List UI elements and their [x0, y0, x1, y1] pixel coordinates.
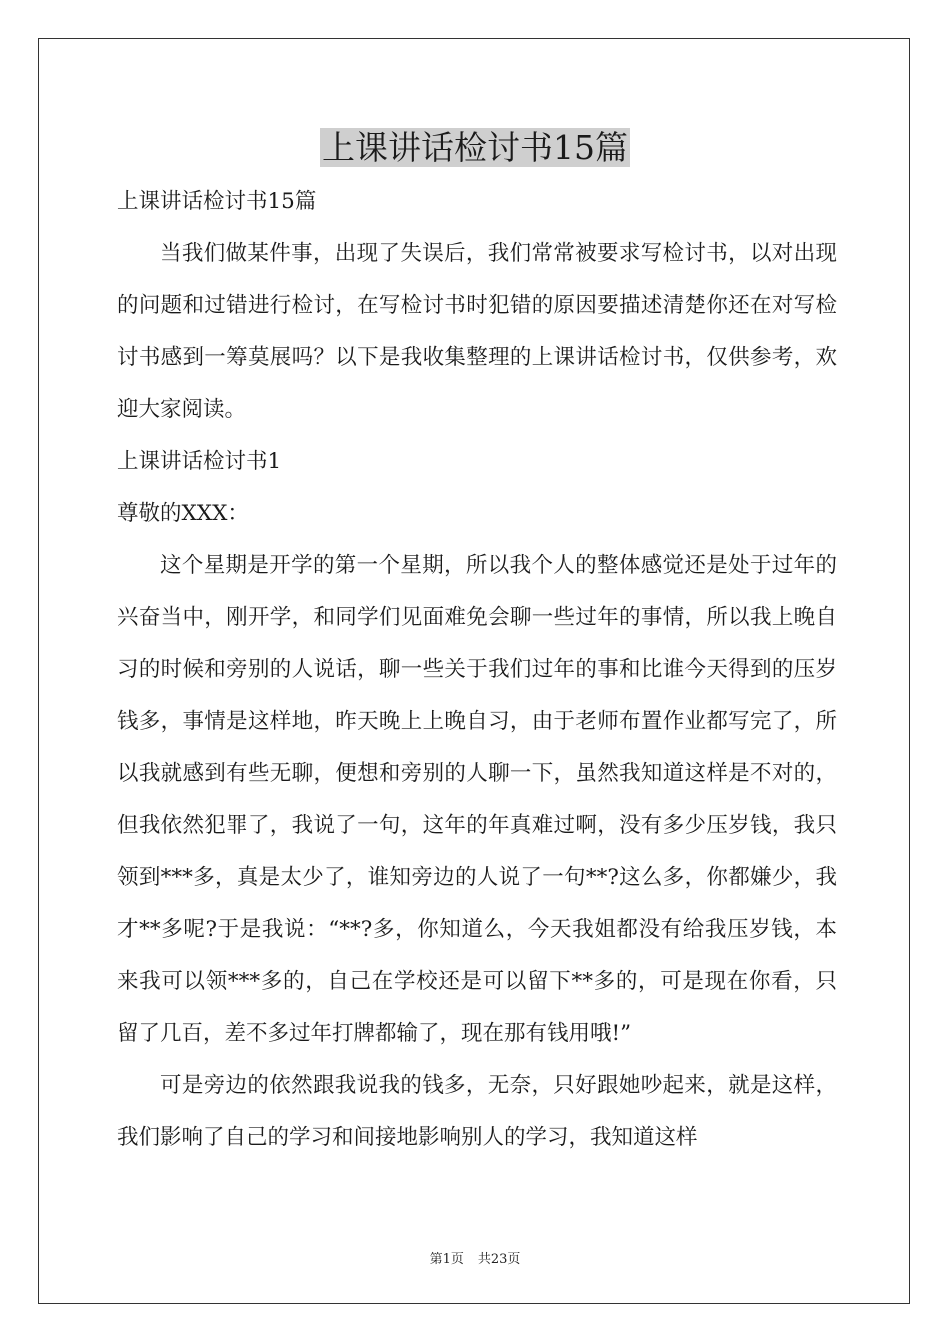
document-title-text: 上课讲话检讨书15篇 — [322, 128, 628, 167]
page-number: 第1页 — [429, 1252, 464, 1267]
body-paragraph: 这个星期是开学的第一个星期，所以我个人的整体感觉还是处于过年的兴奋当中，刚开学，和同学们见面难免会聊一些过年的事情，所以我上晚自习的时候和旁别的人说话，聊一些关于我们过年的事和比谁今天得到的压岁钱多，事情是这样地，昨天晚上上晚自习，由于老师布置作业都写完了，所以我就感到有些无聊，便想和旁别的人聊一下，虽然我知道这样是不对的，但我依然犯罪了，我说了一句，这年的年真难过啊，没有多少压岁钱，我只领到***多，真是太少了，谁知旁边的人说了一句**?这么多，你都嫌少，我才**多呢?于是我说：“**?多，你知道么，今天我姐都没有给我压岁钱，本来我可以领***多的，自己在学校还是可以留下**多的，可是现在你看，只留了几百，差不多过年打牌都输了，现在那有钱用哦!” — [117, 553, 837, 1046]
document-body — [117, 176, 837, 1164]
intro-paragraph: 当我们做某件事，出现了失误后，我们常常被要求写检讨书，以对出现的问题和过错进行检讨，在写检讨书时犯错的原因要描述清楚你还在对写检讨书感到一筹莫展吗？以下是我收集整理的上课讲话检讨书，仅供参考，欢迎大家阅读。 — [117, 241, 837, 422]
page-footer — [0, 1248, 950, 1267]
section-heading: 上课讲话检讨书1 — [117, 449, 282, 474]
document-title — [0, 127, 950, 169]
page-total: 共23页 — [477, 1252, 521, 1267]
document-subtitle: 上课讲话检讨书15篇 — [117, 189, 317, 214]
salutation: 尊敬的XXX： — [117, 501, 249, 526]
body-paragraph: 可是旁边的依然跟我说我的钱多，无奈，只好跟她吵起来，就是这样，我们影响了自己的学习和间接地影响别人的学习，我知道这样 — [117, 1073, 837, 1150]
